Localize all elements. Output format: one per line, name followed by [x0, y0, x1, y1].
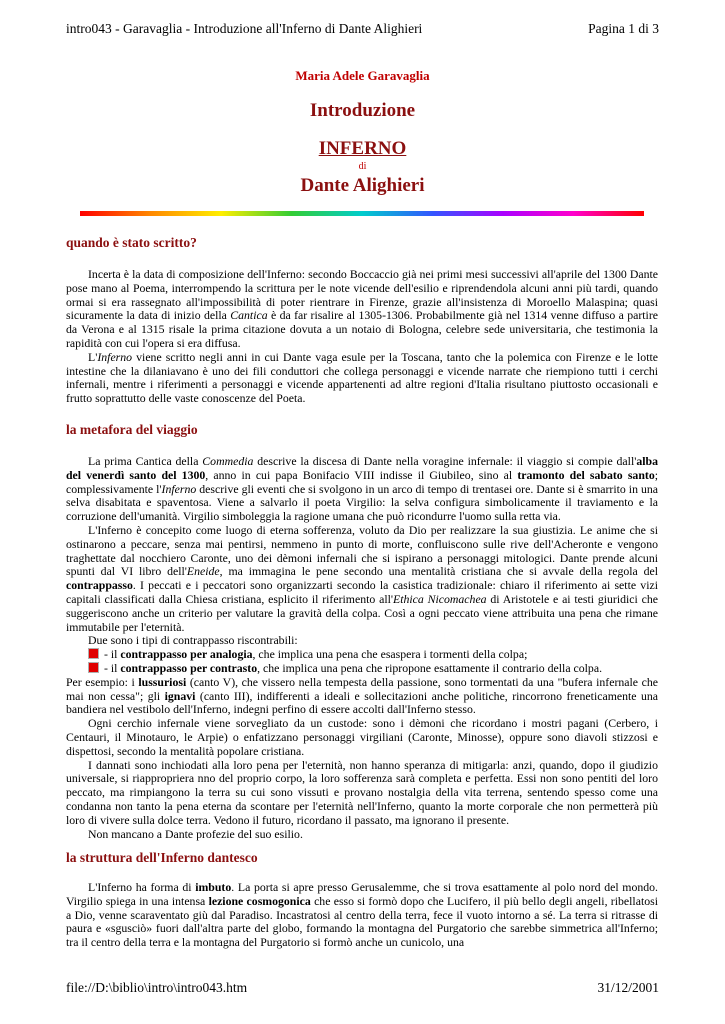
- paragraph: Per esempio: i lussuriosi (canto V), che vissero nella tempesta della passione, sono tormentati da una "bufera infernale che mai non cessa"; gli ignavi (canto III), indifferenti a ideali e sollecitazioni anche politiche, rincorrono freneticamente una bandiera nel vestibolo dell'Inferno, indegni perfino di essere accolti dall'Inferno stesso.: [66, 674, 659, 717]
- list-item: - il contrappasso per contrasto, che implica una pena che ripropone esattamente il contrario della colpa.: [66, 662, 658, 676]
- poet-name: Dante Alighieri: [300, 175, 425, 196]
- section-structure-body: [66, 881, 658, 950]
- paragraph: Non mancano a Dante profezie del suo esilio.: [88, 826, 303, 841]
- paragraph: Ogni cerchio infernale viene sorvegliato da un custode: sono i dèmoni che ricordano i mostri pagani (Cerbero, i Centauri, il Minotauro, le Arpie) o enfatizzano personaggi virgiliani (Caronte, Minosse), oppure sono diavoli stizzosi e dispettosi, secondo la mentalità popolare cristiana.: [66, 716, 658, 758]
- footer-date: 31/12/2001: [597, 980, 659, 995]
- paragraph: La prima Cantica della Commedia descrive la discesa di Dante nella voragine infernale: il viaggio si compie dall'alba del venerdì santo del 1300, anno in cui papa Bonifacio VIII indisse il Giubileo, sino al tramonto del sabato santo; complessivamente l'Inferno descrive gli eventi che si svolgono in un arco di tempo di trentasei ore. Dante si è smarrito in una selva disabitata e spaventosa. Viene a salvarlo il poeta Virgilio: la selva configura simbolicamente il traviamento e la corruzione dell'umanità. Virgilio simboleggia la ragione umana che può ricondurre l'uomo sulla retta via.: [66, 454, 659, 524]
- section-heading-when: quando è stato scritto?: [66, 235, 197, 250]
- paragraph: L'Inferno ha forma di imbuto. La porta si apre presso Gerusalemme, che si trova esattamente al polo nord del mondo. Virgilio spiega in una intensa lezione cosmogonica che esso si formò dopo che Lucifero, il più bello degli angeli, ribellatosi a Dio, venne scaraventato giù dal Paradiso. Incastratosi al centro della terra, fece il vuoto intorno a sé. La terra si ritrasse di paura e «sgusciò» fuori dall'altra parte del globo, formando la montagna del Purgatorio che sarebbe simmetrica all'Inferno; tra il centro della terra e la montagna del Purgatorio si formò anche un cunicolo, una: [66, 880, 658, 950]
- list-item: - il contrappasso per analogia, che implica una pena che esaspera i tormenti della colpa;: [66, 648, 658, 662]
- paragraph: Due sono i tipi di contrappasso riscontrabili:: [88, 633, 298, 648]
- section-journey-body: [66, 455, 658, 841]
- header-page-number: Pagina 1 di 3: [588, 21, 659, 36]
- title-di: di: [358, 161, 367, 172]
- print-footer: [66, 980, 659, 998]
- author-name: Maria Adele Garavaglia: [295, 68, 430, 83]
- paragraph: L'Inferno è concepito come luogo di eterna sofferenza, voluto da Dio per realizzare la sua giustizia. Le anime che si ostinarono a peccare, senza mai pentirsi, nemmeno in punto di morte, confluiscono sulle rive dell'Acheronte e vengono traghettate dal nocchiero Caronte, uno dei dèmoni infernali che si ispirano a personaggi mitologici. Dante prende alcuni spunti dal VI libro dell'Eneide, ma immagina le pene secondo una mentalità cristiana che si avvale della regola del contrappasso. I peccati e i peccatori sono organizzarti secondo la casistica tradizionale: chiaro il riferimento ai sette vizi capitali classificati dalla Chiesa cristiana, esplicito il riferimento all'Ethica Nicomachea di Aristotele e ai testi giuridici che suggeriscono anche un criterio per valutare la gravità della colpa. Così a ogni peccato viene attribuita una pena che rimane immutabile per l'eternità.: [66, 522, 658, 634]
- bullet-icon: [88, 662, 99, 673]
- section-when-body: [66, 268, 658, 406]
- header-title: intro043 - Garavaglia - Introduzione all'Inferno di Dante Alighieri: [66, 21, 423, 36]
- section-heading-structure: la struttura dell'Inferno dantesco: [66, 850, 258, 865]
- section-heading-journey: la metafora del viaggio: [66, 422, 198, 437]
- paragraph: Incerta è la data di composizione dell'Inferno: secondo Boccaccio già nei primi mesi successivi all'aprile del 1300 Dante pose mano al Poema, interrompendo la scrittura per le note vicende dell'esilio e riprendendola alcuni anni più tardi, quando ormai si era rassegnato all'impossibilità di poter rientrare in Firenze, grazie all'insistenza di Moroello Malaspina; quasi sicuramente la data di inizio della Cantica è da far risalire al 1305-1306. Probabilmente già nel 1314 venne diffuso a partire da Verona e al 1315 risale la prima citazione dovuta a un notaio di Bologna, celebre sede universitaria, che testimonia la rapidità con cui l'opera si era diffusa.: [66, 267, 659, 350]
- bullet-icon: [88, 648, 99, 659]
- print-header: [66, 21, 659, 39]
- paragraph: L'Inferno viene scritto negli anni in cui Dante vaga esule per la Toscana, tanto che la polemica con Firenze e le lotte intestine che la dilaniavano è uno dei fili conduttori che collega personaggi e vicende narrate che riempiono tutti i cerchi infernali, mentre i riferimenti a personaggi e vicende appartenenti ad altre regioni d'Italia risultano piuttosto occasionali e frutto soprattutto delle vaste conoscenze del Poeta.: [66, 349, 658, 406]
- doc-title: Introduzione: [309, 100, 416, 121]
- work-title: INFERNO: [318, 138, 407, 159]
- footer-file-path: file://D:\biblio\intro\intro043.htm: [66, 980, 248, 995]
- rainbow-divider: [80, 211, 644, 216]
- paragraph: I dannati sono inchiodati alla loro pena per l'eternità, non hanno speranza di mitigarla: anzi, quando, dopo il giudizio universale, si riappropriera nno del proprio corpo, la loro sofferenza sarà completa e perfetta. Essi non sono pentiti del loro peccato, ma rimpiangono la terra su cui sono vissuti e provano nostalgia della vita terrena, sentendo spesso come una condanna non tanto la pena eterna da scontare per l'eternità nell'Inferno, quanto la morte corporale che non permetterà più loro di vivere sulla dolce terra. Vedono il futuro, ricordano il passato, ma ignorano il presente.: [66, 757, 658, 827]
